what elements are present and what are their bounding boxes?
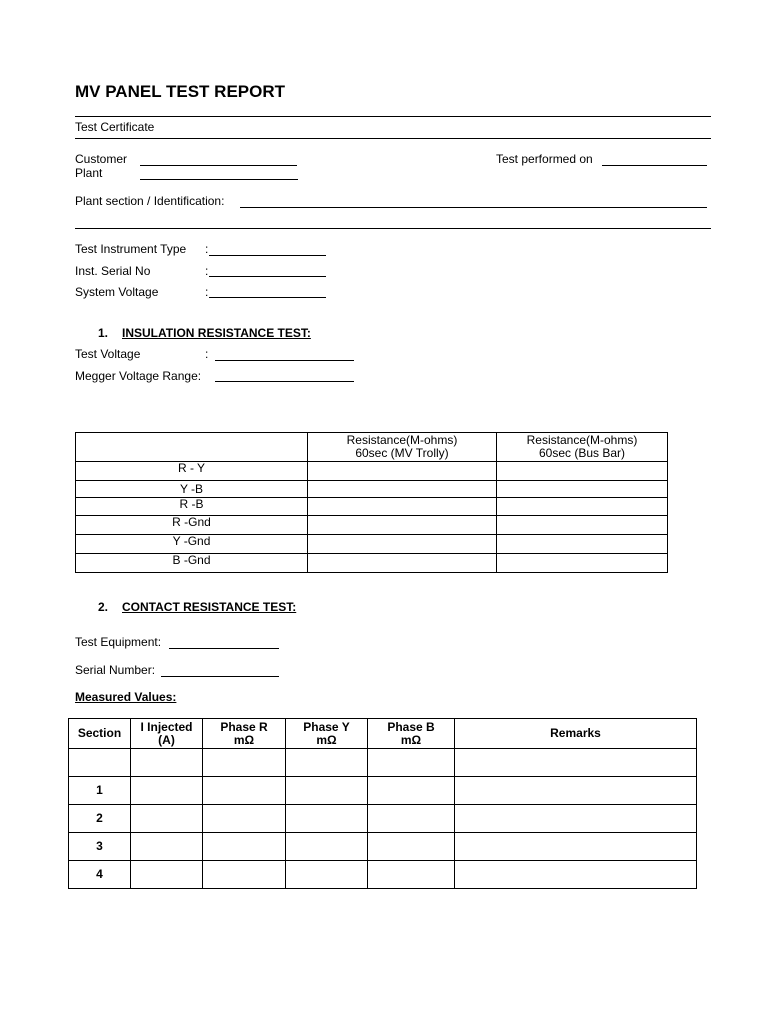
value-cell[interactable] (308, 554, 497, 573)
section-cell: 2 (69, 805, 131, 833)
section-cell: 4 (69, 861, 131, 889)
value-cell[interactable] (131, 749, 203, 777)
megger-range-field[interactable] (215, 381, 354, 382)
header-section: Section (69, 719, 131, 749)
table-row (69, 861, 697, 889)
table-row (69, 749, 697, 777)
value-cell[interactable] (455, 861, 697, 889)
value-cell[interactable] (368, 861, 455, 889)
table-row (69, 833, 697, 861)
header-phase-b (368, 719, 455, 749)
value-cell[interactable] (203, 777, 286, 805)
header-line: Phase R (220, 719, 268, 734)
colon: : (205, 285, 209, 299)
divider (75, 116, 711, 117)
value-cell[interactable] (308, 516, 497, 535)
instrument-type-field[interactable] (209, 255, 326, 256)
value-cell[interactable] (497, 516, 668, 535)
test-equipment-field[interactable] (169, 648, 279, 649)
value-cell[interactable] (497, 481, 668, 498)
value-cell[interactable] (368, 833, 455, 861)
megger-range-label: Megger Voltage Range: (75, 369, 202, 383)
table-row (76, 535, 668, 554)
colon: : (205, 264, 209, 278)
table-header-row (69, 719, 697, 749)
table-header-blank (76, 433, 308, 462)
test-performed-on-label: Test performed on (496, 152, 593, 166)
test-equipment-label: Test Equipment: (75, 635, 162, 649)
table-header-trolly (308, 433, 497, 462)
instrument-serial-field[interactable] (209, 276, 326, 277)
serial-number-field[interactable] (161, 676, 279, 677)
value-cell[interactable] (455, 833, 697, 861)
value-cell[interactable] (455, 777, 697, 805)
value-cell[interactable] (308, 498, 497, 516)
value-cell[interactable] (286, 833, 368, 861)
header-line: (A) (158, 732, 175, 747)
value-cell[interactable] (497, 535, 668, 554)
phase-pair-cell: R - Y (76, 462, 308, 481)
value-cell[interactable] (203, 749, 286, 777)
test-certificate-label: Test Certificate (75, 120, 155, 134)
table-header-busbar (497, 433, 668, 462)
value-cell[interactable] (203, 833, 286, 861)
value-cell[interactable] (455, 805, 697, 833)
plant-field[interactable] (140, 179, 298, 180)
value-cell[interactable] (497, 462, 668, 481)
header-phase-y (286, 719, 368, 749)
value-cell[interactable] (497, 498, 668, 516)
header-line: Phase Y (303, 719, 350, 734)
contact-resistance-table (68, 718, 697, 889)
insulation-resistance-table (75, 432, 668, 573)
value-cell[interactable] (286, 777, 368, 805)
section-1-number: 1. (98, 326, 109, 340)
customer-field[interactable] (140, 165, 297, 166)
value-cell[interactable] (368, 777, 455, 805)
divider (75, 138, 711, 139)
customer-label: Customer (75, 152, 128, 166)
value-cell[interactable] (308, 535, 497, 554)
value-cell[interactable] (368, 749, 455, 777)
header-line: mΩ (400, 732, 422, 747)
value-cell[interactable] (286, 861, 368, 889)
table-row (76, 554, 668, 573)
header-line: Resistance(M-ohms) (346, 433, 458, 447)
value-cell[interactable] (497, 554, 668, 573)
section-cell: 1 (69, 777, 131, 805)
value-cell[interactable] (286, 805, 368, 833)
header-line: 60sec (Bus Bar) (538, 446, 626, 460)
header-line: 60sec (MV Trolly) (355, 446, 449, 460)
divider (75, 228, 711, 229)
header-injected (131, 719, 203, 749)
table-row (76, 462, 668, 481)
value-cell[interactable] (455, 749, 697, 777)
serial-number-label: Serial Number: (75, 663, 156, 677)
header-remarks: Remarks (455, 719, 697, 749)
value-cell[interactable] (131, 833, 203, 861)
value-cell[interactable] (131, 861, 203, 889)
measured-values-label: Measured Values: (75, 690, 177, 704)
phase-pair-cell: R -B (76, 498, 308, 516)
table-row (76, 516, 668, 535)
section-cell (69, 749, 131, 777)
plant-section-field[interactable] (240, 207, 707, 208)
value-cell[interactable] (203, 861, 286, 889)
test-voltage-field[interactable] (215, 360, 354, 361)
colon: : (205, 347, 209, 361)
instrument-serial-label: Inst. Serial No (75, 264, 151, 278)
plant-section-label: Plant section / Identification: (75, 194, 225, 208)
phase-pair-cell: B -Gnd (76, 554, 308, 573)
test-voltage-label: Test Voltage (75, 347, 141, 361)
system-voltage-label: System Voltage (75, 285, 159, 299)
table-row (76, 481, 668, 498)
phase-pair-cell: Y -B (76, 481, 308, 498)
header-phase-r (203, 719, 286, 749)
page-title: MV PANEL TEST REPORT (75, 82, 286, 101)
section-2-heading: CONTACT RESISTANCE TEST: (122, 600, 297, 614)
value-cell[interactable] (286, 749, 368, 777)
header-line: mΩ (233, 732, 255, 747)
system-voltage-field[interactable] (209, 297, 326, 298)
value-cell[interactable] (308, 481, 497, 498)
phase-pair-cell: R -Gnd (76, 516, 308, 535)
table-row (76, 498, 668, 516)
value-cell[interactable] (308, 462, 497, 481)
table-row (69, 805, 697, 833)
section-cell: 3 (69, 833, 131, 861)
colon: : (205, 242, 209, 256)
section-1-heading: INSULATION RESISTANCE TEST: (122, 326, 311, 340)
table-row (69, 777, 697, 805)
header-line: Phase B (387, 719, 435, 734)
plant-label: Plant (75, 166, 103, 180)
header-line: I Injected (140, 719, 193, 734)
header-line: mΩ (316, 732, 337, 747)
value-cell[interactable] (368, 805, 455, 833)
phase-pair-cell: Y -Gnd (76, 535, 308, 554)
instrument-type-label: Test Instrument Type (75, 242, 187, 256)
value-cell[interactable] (203, 805, 286, 833)
test-performed-on-field[interactable] (602, 165, 707, 166)
table-header-row (76, 433, 668, 462)
value-cell[interactable] (131, 777, 203, 805)
section-2-number: 2. (98, 600, 109, 614)
header-line: Resistance(M-ohms) (526, 433, 638, 447)
value-cell[interactable] (131, 805, 203, 833)
